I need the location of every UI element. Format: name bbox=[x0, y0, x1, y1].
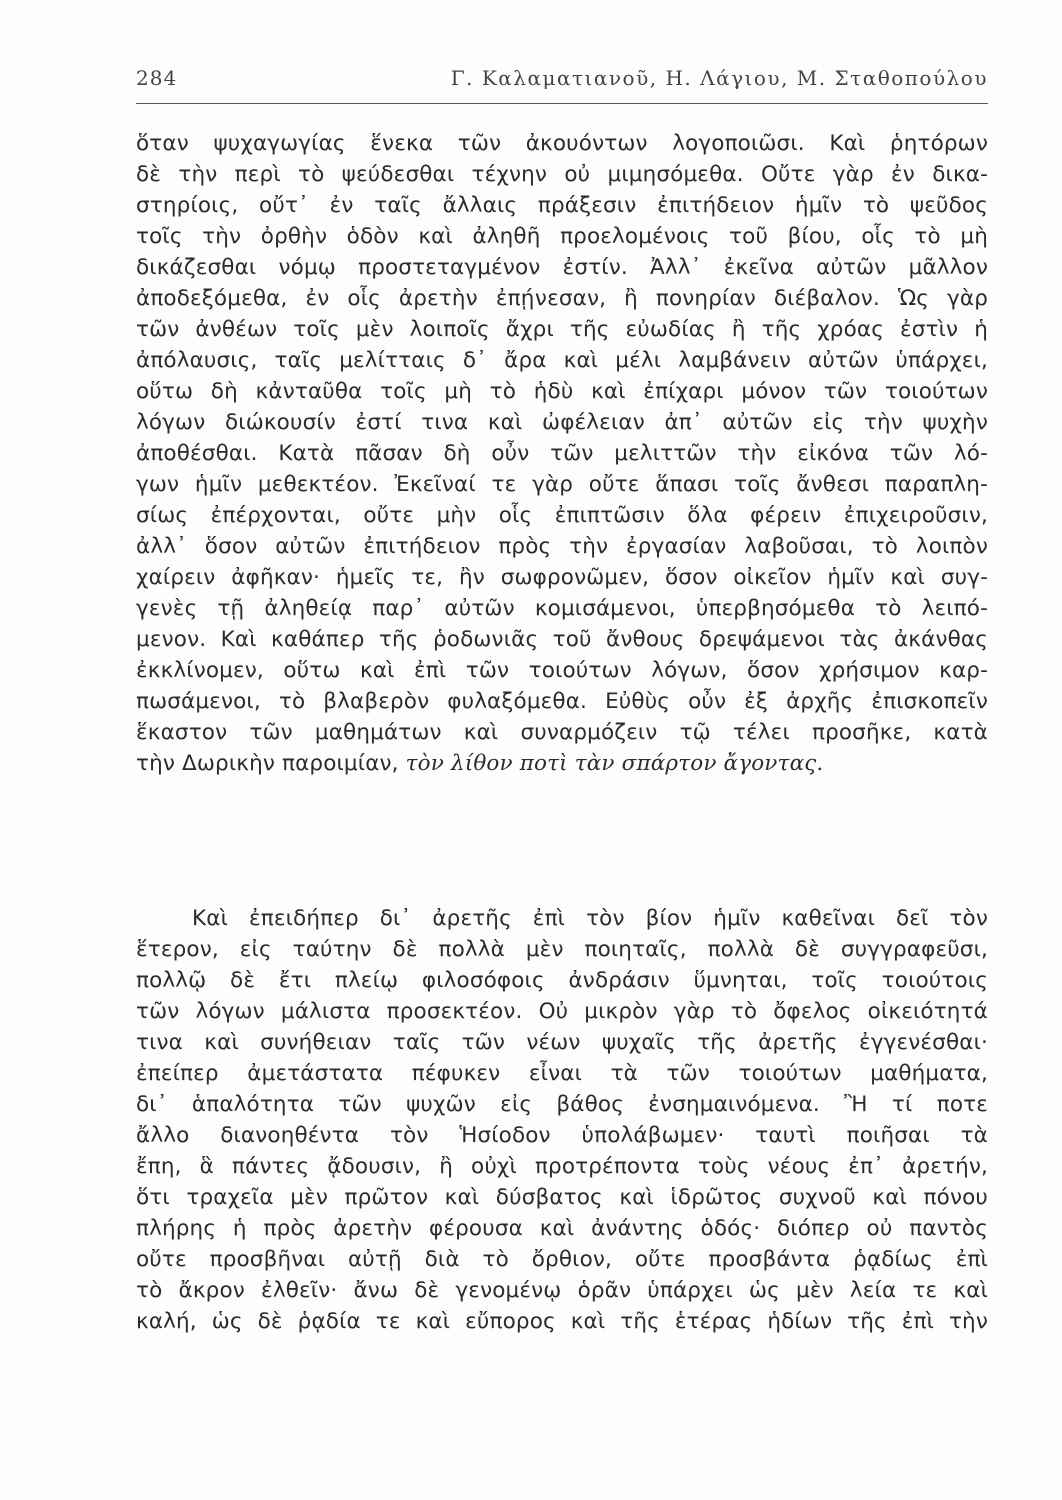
header-rule bbox=[136, 103, 988, 104]
text-line: μενον. Καὶ καθάπερ τῆς ῥοδωνιᾶς τοῦ ἄνθους δρεψάμενοι τὰς ἀκάνθας bbox=[136, 627, 988, 652]
text-line: γων ἡμῖν μεθεκτέον. Ἐκεῖναί τε γὰρ οὔτε ἅπασι τοῖς ἄνθεσι παραπλη- bbox=[136, 472, 988, 497]
text-line: ἀλλ᾽ ὅσον αὐτῶν ἐπιτήδειον πρὸς τὴν ἐργασίαν λαβοῦσαι, τὸ λοιπὸν bbox=[136, 534, 988, 559]
text-line: πλήρης ἡ πρὸς ἀρετὴν φέρουσα καὶ ἀνάντης ὁδός· διόπερ οὐ παντὸς bbox=[136, 1216, 988, 1241]
running-head: Γ. Καλαματιανοῦ, Η. Λάγιου, Μ. Σταθοπούλου bbox=[450, 66, 988, 90]
text-line: ἔπη, ἃ πάντες ᾄδουσιν, ἢ οὐχὶ προτρέποντα τοὺς νέους ἐπ᾽ ἀρετήν, bbox=[136, 1154, 988, 1179]
text-line: Καὶ ἐπειδήπερ δι᾽ ἀρετῆς ἐπὶ τὸν βίον ἡμῖν καθεῖναι δεῖ τὸν bbox=[192, 906, 988, 931]
text-line: πωσάμενοι, τὸ βλαβερὸν φυλαξόμεθα. Εὐθὺς οὖν ἐξ ἀρχῆς ἐπισκοπεῖν bbox=[136, 689, 988, 714]
text-line: οὔτε προσβῆναι αὐτῇ διὰ τὸ ὄρθιον, οὔτε προσβάντα ῥᾳδίως ἐπὶ bbox=[136, 1247, 988, 1272]
text-line: τινα καὶ συνήθειαν ταῖς τῶν νέων ψυχαῖς τῆς ἀρετῆς ἐγγενέσθαι· bbox=[136, 1030, 988, 1055]
text-line: δι᾽ ἁπαλότητα τῶν ψυχῶν εἰς βάθος ἐνσημαινόμενα. Ἢ τί ποτε bbox=[136, 1092, 988, 1117]
text-line: σίως ἐπέρχονται, οὔτε μὴν οἷς ἐπιπτῶσιν ὅλα φέρειν ἐπιχειροῦσιν, bbox=[136, 503, 988, 528]
text-line: τὸ ἄκρον ἐλθεῖν· ἄνω δὲ γενομένῳ ὁρᾶν ὑπάρχει ὡς μὲν λεία τε καὶ bbox=[136, 1278, 988, 1303]
text-line: οὕτω δὴ κἀνταῦθα τοῖς μὴ τὸ ἡδὺ καὶ ἐπίχαρι μόνον τῶν τοιούτων bbox=[136, 379, 988, 404]
text-line: δὲ τὴν περὶ τὸ ψεύδεσθαι τέχνην οὐ μιμησόμεθα. Οὔτε γὰρ ἐν δικα- bbox=[136, 162, 988, 187]
text-line: τοῖς τὴν ὀρθὴν ὁδὸν καὶ ἀληθῆ προελομένοις τοῦ βίου, οἷς τὸ μὴ bbox=[136, 224, 988, 249]
text-line: ὅταν ψυχαγωγίας ἕνεκα τῶν ἀκουόντων λογοποιῶσι. Καὶ ῥητόρων bbox=[136, 131, 988, 156]
page-number: 284 bbox=[136, 66, 178, 90]
text-line: δικάζεσθαι νόμῳ προστεταγμένον ἐστίν. Ἀλλ᾽ ἐκεῖνα αὐτῶν μᾶλλον bbox=[136, 255, 988, 280]
text-plain: τὴν Δωρικὴν παροιμίαν, bbox=[136, 751, 399, 776]
text-line: ἐπείπερ ἀμετάστατα πέφυκεν εἶναι τὰ τῶν τοιούτων μαθήματα, bbox=[136, 1061, 988, 1086]
quotation-italic: τὸν λίθον ποτὶ τὰν σπάρτον ἄγοντας. bbox=[405, 751, 824, 776]
paragraph-1 bbox=[136, 128, 988, 779]
text-line: ἀπόλαυσις, ταῖς μελίτταις δ᾽ ἄρα καὶ μέλι λαμβάνειν αὐτῶν ὑπάρχει, bbox=[136, 348, 988, 373]
text-line: ἄλλο διανοηθέντα τὸν Ἡσίοδον ὑπολάβωμεν· ταυτὶ ποιῆσαι τὰ bbox=[136, 1123, 988, 1148]
text-line: καλή, ὡς δὲ ῥᾳδία τε καὶ εὔπορος καὶ τῆς ἑτέρας ἡδίων τῆς ἐπὶ τὴν bbox=[136, 1309, 988, 1334]
text-line: λόγων διώκουσίν ἐστί τινα καὶ ὠφέλειαν ἀπ᾽ αὐτῶν εἰς τὴν ψυχὴν bbox=[136, 410, 988, 435]
text-line: τῶν ἀνθέων τοῖς μὲν λοιποῖς ἄχρι τῆς εὐωδίας ἢ τῆς χρόας ἐστὶν ἡ bbox=[136, 317, 988, 342]
text-line: ἕτερον, εἰς ταύτην δὲ πολλὰ μὲν ποιηταῖς, πολλὰ δὲ συγγραφεῦσι, bbox=[136, 937, 988, 962]
text-line: χαίρειν ἀφῆκαν· ἡμεῖς τε, ἢν σωφρονῶμεν, ὅσον οἰκεῖον ἡμῖν καὶ συγ- bbox=[136, 565, 988, 590]
paragraph-2 bbox=[136, 903, 988, 1337]
text-line-last bbox=[136, 748, 988, 779]
text-line: ὅτι τραχεῖα μὲν πρῶτον καὶ δύσβατος καὶ ἱδρῶτος συχνοῦ καὶ πόνου bbox=[136, 1185, 988, 1210]
page-header bbox=[136, 62, 988, 98]
text-line: τῶν λόγων μάλιστα προσεκτέον. Οὐ μικρὸν γὰρ τὸ ὄφελος οἰκειότητά bbox=[136, 999, 988, 1024]
text-line: ἀποθέσθαι. Κατὰ πᾶσαν δὴ οὖν τῶν μελιττῶν τὴν εἰκόνα τῶν λό- bbox=[136, 441, 988, 466]
text-line: ἕκαστον τῶν μαθημάτων καὶ συναρμόζειν τῷ τέλει προσῆκε, κατὰ bbox=[136, 720, 988, 745]
text-line: ἐκκλίνομεν, οὕτω καὶ ἐπὶ τῶν τοιούτων λόγων, ὅσον χρήσιμον καρ- bbox=[136, 658, 988, 683]
text-line: πολλῷ δὲ ἔτι πλείῳ φιλοσόφοις ἀνδράσιν ὕμνηται, τοῖς τοιούτοις bbox=[136, 968, 988, 993]
text-line: στηρίοις, οὔτ᾽ ἐν ταῖς ἄλλαις πράξεσιν ἐπιτήδειον ἡμῖν τὸ ψεῦδος bbox=[136, 193, 988, 218]
text-line: ἀποδεξόμεθα, ἐν οἷς ἀρετὴν ἐπῄνεσαν, ἢ πονηρίαν διέβαλον. Ὡς γὰρ bbox=[136, 286, 988, 311]
text-line: γενὲς τῇ ἀληθείᾳ παρ᾽ αὐτῶν κομισάμενοι, ὑπερβησόμεθα τὸ λειπό- bbox=[136, 596, 988, 621]
